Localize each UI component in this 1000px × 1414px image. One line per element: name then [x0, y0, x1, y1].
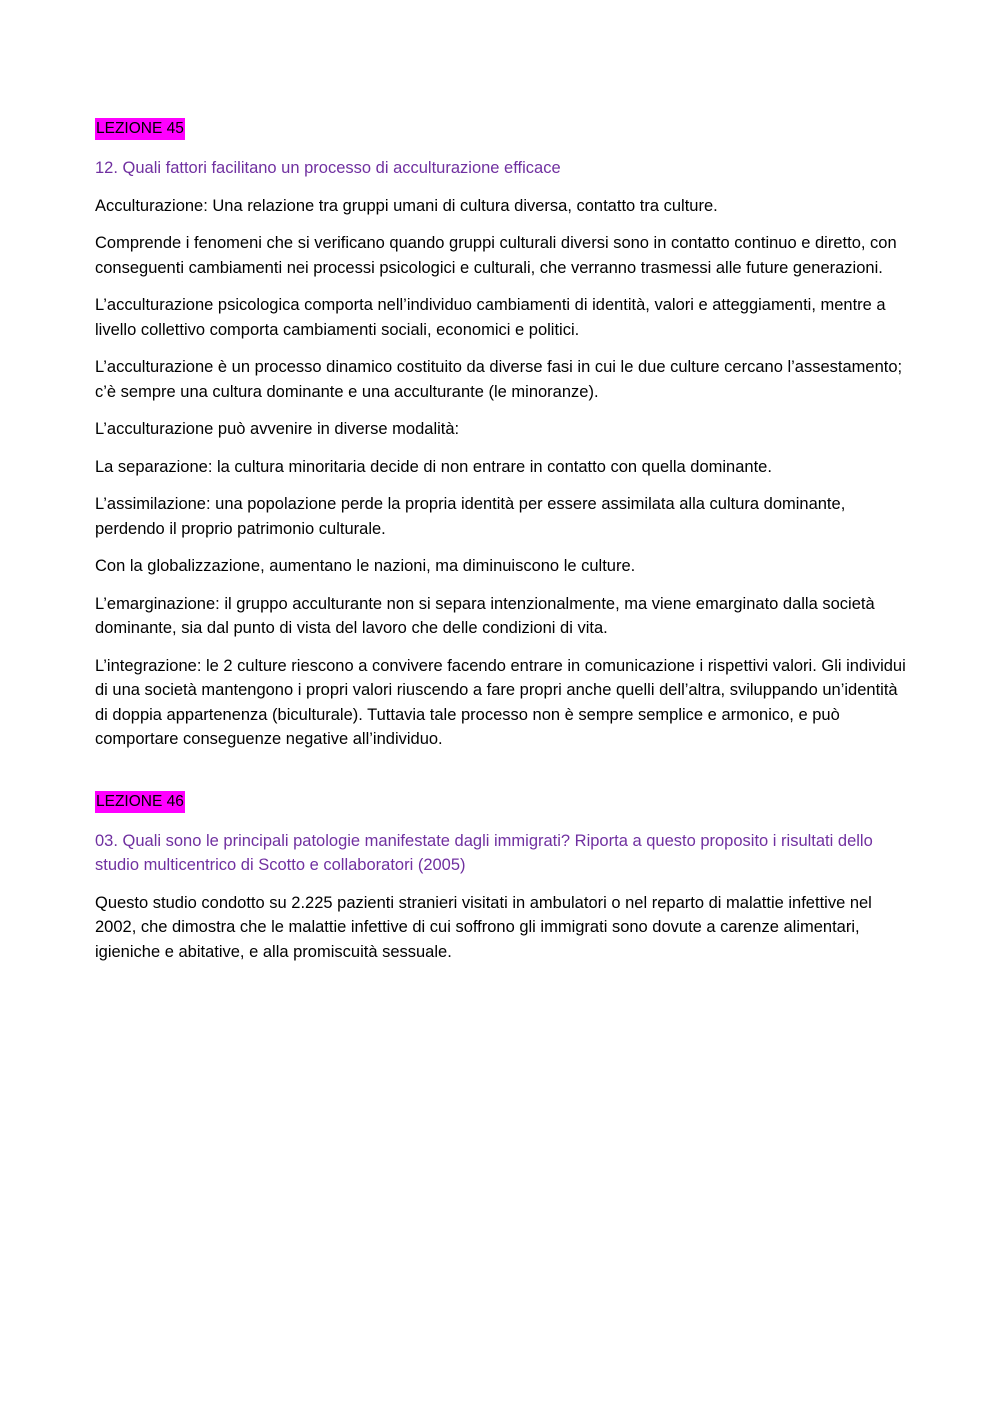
lesson-46-section — [95, 791, 907, 965]
paragraph-marginalization: L’emarginazione: il gruppo acculturante non si separa intenzionalmente, ma viene emarginato dalla società dominante, sia dal punto di vista del lavoro che delle condizioni di vita. — [95, 594, 875, 637]
paragraph-psychological: L’acculturazione psicologica comporta nell’individuo cambiamenti di identità, valori e atteggiamenti, mentre a livello collettivo comporta cambiamenti sociali, economici e politici. — [95, 296, 886, 339]
lesson-46-question: 03. Quali sono le principali patologie manifestate dagli immigrati? Riporta a questo proposito i risultati dello studio multicentrico di Scotto e collaboratori (2005) — [95, 831, 873, 874]
paragraph-dynamic-process: L’acculturazione è un processo dinamico costituito da diverse fasi in cui le due culture cercano l’assestamento; c’è sempre una cultura dominante e una acculturante (le minoranze). — [95, 358, 903, 401]
paragraph-assimilation: L’assimilazione: una popolazione perde la propria identità per essere assimilata alla cultura dominante, perdendo il proprio patrimonio culturale. — [95, 495, 846, 538]
paragraph-phenomena: Comprende i fenomeni che si verificano quando gruppi culturali diversi sono in contatto continuo e diretto, con conseguenti cambiamenti nei processi psicologici e culturali, che verranno trasmessi alle future generazioni. — [95, 234, 897, 277]
paragraph-integration: L’integrazione: le 2 culture riescono a convivere facendo entrare in comunicazione i rispettivi valori. Gli individui di una società mantengono i propri valori riuscendo a fare propri anche quelli dell’altra, sviluppando un’identità di doppia appartenenza (biculturale). Tuttavia tale processo non è sempre semplice e armonico, e può comportare conseguenze negative all’individuo. — [95, 656, 906, 748]
lesson-45-section — [95, 118, 907, 752]
paragraph-scotto-study: Questo studio condotto su 2.225 pazienti stranieri visitati in ambulatori o nel reparto di malattie infettive nel 2002, che dimostra che le malattie infettive di cui soffrono gli immigrati sono dovute a carenze alimentari, igieniche e abitative, e alla promiscuità sessuale. — [95, 893, 872, 961]
lesson-45-tag: LEZIONE 45 — [95, 118, 185, 140]
lesson-45-question: 12. Quali fattori facilitano un processo di acculturazione efficace — [95, 159, 561, 177]
paragraph-definition: Acculturazione: Una relazione tra gruppi umani di cultura diversa, contatto tra culture. — [95, 196, 718, 215]
section-spacer — [95, 752, 907, 791]
paragraph-globalization: Con la globalizzazione, aumentano le nazioni, ma diminuiscono le culture. — [95, 557, 636, 575]
paragraph-separation: La separazione: la cultura minoritaria decide di non entrare in contatto con quella dominante. — [95, 457, 772, 476]
paragraph-modalities-intro: L’acculturazione può avvenire in diverse modalità: — [95, 420, 460, 438]
lesson-46-tag: LEZIONE 46 — [95, 791, 185, 813]
document-page — [95, 118, 907, 964]
